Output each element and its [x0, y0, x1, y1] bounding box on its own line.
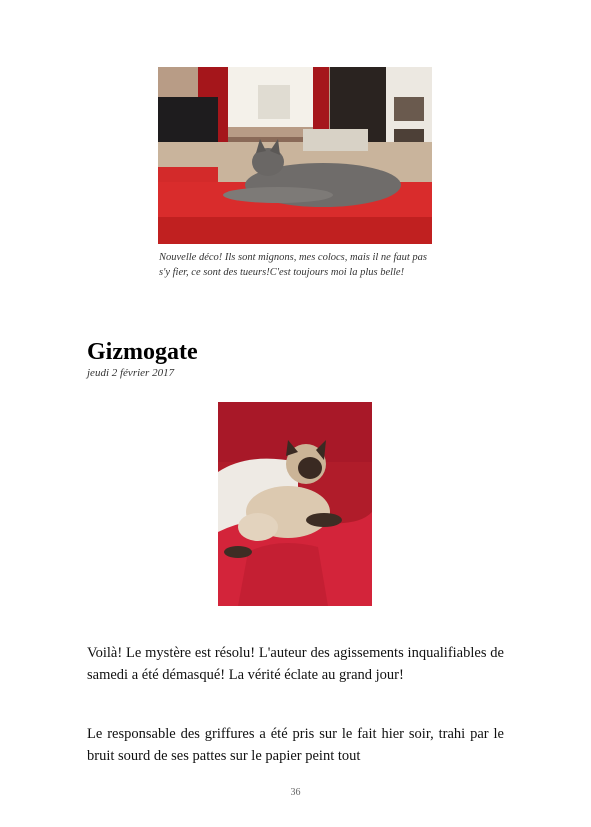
post-paragraph: Voilà! Le mystère est résolu! L'auteur des agissements inqualifiables de samedi a été démasqué! La vérité éclate au grand jour! — [87, 645, 504, 683]
photo-caption: Nouvelle déco! Ils sont mignons, mes colocs, mais il ne faut pas s'y fier, ce sont des tueurs!C'est toujours moi la plus belle! — [159, 252, 428, 278]
page-number: 36 — [290, 787, 301, 798]
living-room-cat-photo — [158, 67, 432, 244]
post-paragraph: Le responsable des griffures a été pris sur le fait hier soir, trahi par le bruit sourd de ses pattes sur le papier peint tout — [87, 726, 504, 764]
siamese-cat-photo — [218, 402, 372, 606]
post-date: jeudi 2 février 2017 — [87, 367, 175, 379]
post-title: Gizmogate — [87, 339, 198, 365]
